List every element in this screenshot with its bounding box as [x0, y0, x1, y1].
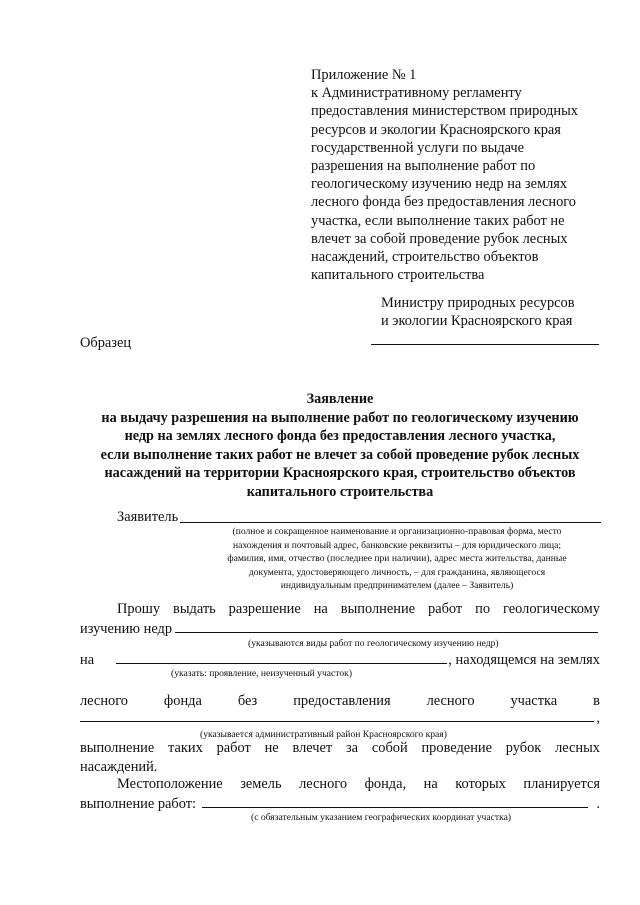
word: лесного	[299, 776, 348, 792]
location-line-1	[80, 775, 600, 794]
title-line: капитального строительства	[246, 483, 434, 500]
appendix-line: влечет за собой проведение рубок лесных	[311, 230, 568, 247]
word: которых	[455, 776, 506, 792]
word: геологическому	[503, 601, 600, 617]
word: земель	[240, 776, 282, 792]
na-tail: , находящемся на землях	[448, 652, 600, 668]
addressee-block	[381, 294, 621, 331]
district-note: (указывается административный район Красноярского края)	[200, 729, 447, 740]
district-row	[80, 708, 600, 727]
addressee-line: Министру природных ресурсов	[381, 295, 575, 311]
word: насаждений.	[80, 759, 158, 775]
site-note: (указать: проявление, неизученный участок)	[171, 668, 353, 679]
word: по	[475, 601, 491, 617]
appendix-line: государственной услуги по выдаче	[311, 139, 525, 156]
word: таких	[168, 740, 203, 756]
location-tail: .	[596, 796, 600, 812]
word: проведение	[421, 740, 492, 756]
fill-tail: ,	[596, 710, 600, 726]
document-title	[70, 390, 610, 502]
coords-note: (с обязательным указанием географических координат участка)	[251, 812, 512, 823]
district-field[interactable]	[80, 708, 594, 722]
title-line: насаждений на территории Красноярского края, строительство объектов	[104, 465, 576, 482]
word: участка	[510, 693, 558, 709]
sample-label: Образец	[80, 335, 132, 351]
word: за	[346, 740, 359, 756]
appendix-line: ресурсов и экологии Красноярского края	[311, 121, 561, 138]
word: выдать	[173, 601, 216, 617]
applicant-label: Заявитель	[117, 509, 179, 525]
appendix-line: разрешения на выполнение работ по	[311, 158, 536, 175]
note-line: нахождения и почтовый адрес, банковские реквизиты – для юридического лица;	[232, 539, 562, 551]
word: рубок	[505, 740, 542, 756]
continuation-paragraph	[80, 739, 600, 777]
word: планируется	[523, 776, 600, 792]
word: работ	[428, 601, 463, 617]
location-paragraph	[80, 775, 600, 814]
request-line-2	[80, 619, 600, 639]
appendix-line: предоставления министерством природных	[311, 103, 578, 120]
appendix-line: к Административному регламенту	[311, 85, 522, 102]
word: лесного	[426, 693, 475, 709]
location-field[interactable]	[202, 794, 588, 808]
word: собой	[371, 740, 408, 756]
note-line: фамилия, имя, отчество (последнее при наличии), адрес места жительства, данные	[227, 553, 567, 564]
word: Местоположение	[117, 776, 223, 792]
addressee-signature-line[interactable]	[371, 344, 599, 345]
word: Прошу	[117, 601, 161, 617]
addressee-line: и экологии Красноярского края	[381, 313, 573, 330]
word: фонда,	[364, 776, 407, 792]
title-line: если выполнение таких работ не влечет за собой проведение рубок лесных	[100, 446, 580, 463]
site-field[interactable]	[116, 650, 447, 664]
note-line: документа, удостоверяющего личность, – для гражданина, являющегося	[248, 566, 546, 578]
appendix-line: лесного фонда без предоставления лесного	[311, 194, 577, 211]
continuation-line-1	[80, 739, 600, 758]
title-line: недр на землях лесного фонда без предоставления лесного участка,	[124, 428, 556, 445]
note-line: индивидуальным предпринимателем (далее – Заявитель)	[280, 580, 514, 591]
title-line: на выдачу разрешения на выполнение работ по геологическому изучению	[101, 409, 579, 426]
word: на	[423, 776, 438, 792]
appendix-header	[311, 66, 611, 284]
word: разрешение	[228, 601, 301, 617]
word: влечет	[292, 740, 333, 756]
word: не	[264, 740, 279, 756]
applicant-fill-line[interactable]	[180, 522, 601, 523]
word: лесного	[80, 693, 128, 709]
site-row	[80, 650, 600, 669]
word: фонда	[163, 693, 202, 709]
word: выполнение	[340, 601, 416, 617]
word: работ	[216, 740, 251, 756]
work-types-field[interactable]	[209, 619, 598, 633]
appendix-line: насаждений, строительство объектов	[311, 249, 539, 266]
request-line-1	[80, 600, 600, 619]
na-label: на	[80, 652, 95, 668]
appendix-line: капитального строительства	[311, 267, 485, 284]
word: на	[313, 601, 328, 617]
title-line: Заявление	[306, 391, 374, 407]
word: выполнение работ:	[80, 796, 197, 812]
word: выполнение	[80, 740, 155, 756]
note-line: (полное и сокращенное наименование и организационно-правовая форма, место	[232, 526, 562, 537]
word: в	[593, 693, 600, 709]
word: без	[237, 693, 258, 709]
word: предоставления	[293, 693, 391, 709]
work-types-note: (указываются виды работ по геологическому изучению недр)	[248, 638, 499, 649]
request-paragraph	[80, 600, 600, 639]
appendix-line: участка, если выполнение таких работ не	[311, 212, 565, 229]
word: лесных	[555, 740, 600, 756]
appendix-line: Приложение № 1	[311, 67, 417, 83]
word: изучению недр	[80, 621, 173, 637]
appendix-line: геологическому изучению недр на землях	[311, 176, 568, 193]
applicant-note	[190, 525, 604, 593]
location-line-2	[80, 794, 600, 814]
work-types-short-line	[175, 619, 209, 633]
